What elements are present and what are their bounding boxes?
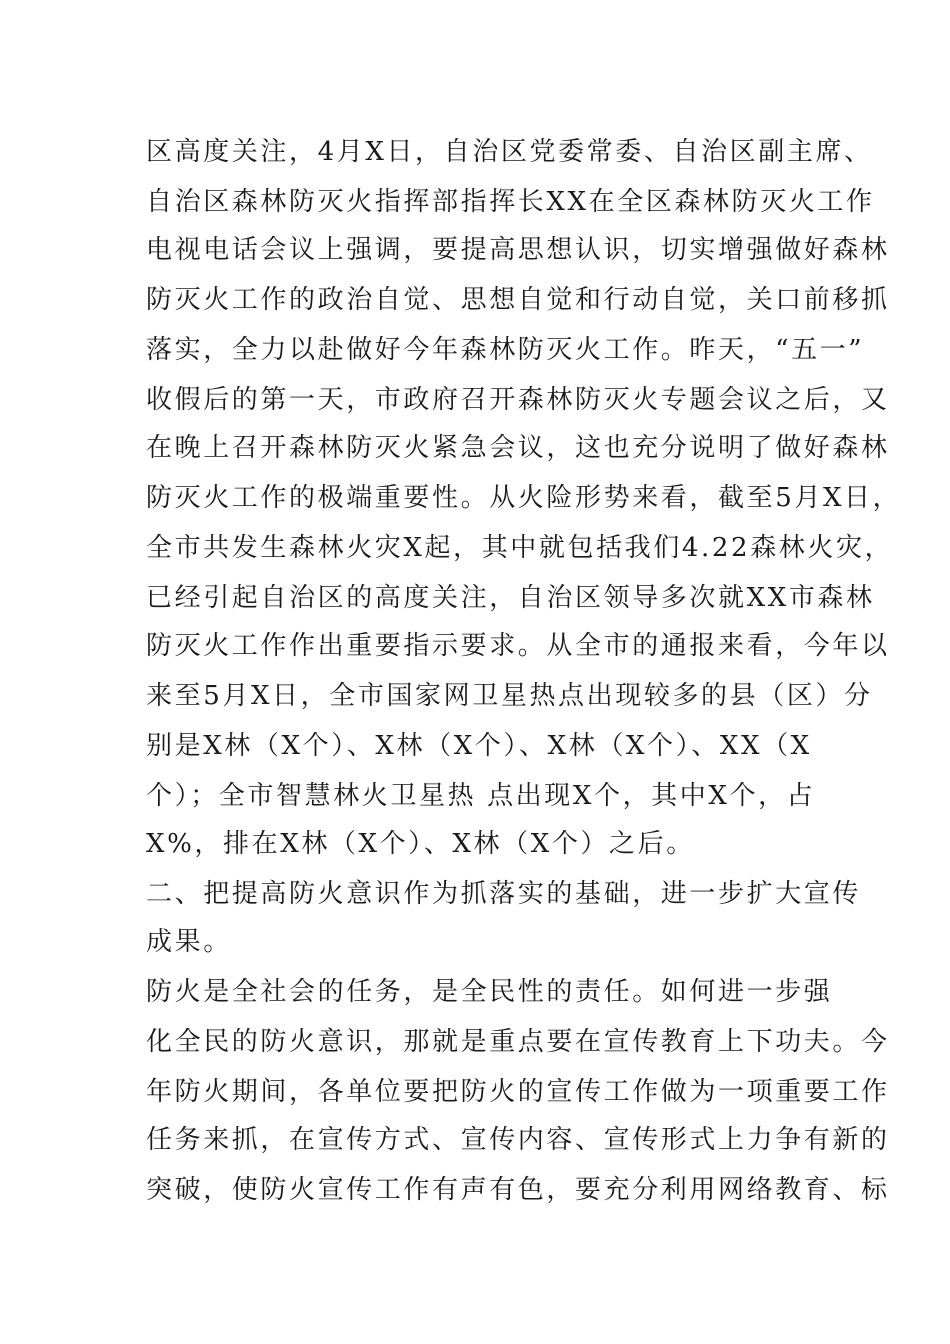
body-text-line: 来至5月X日，全市国家网卫星热点出现较多的县（区）分: [146, 681, 873, 711]
body-text-line: 防灭火工作的极端重要性。从火险形势来看，截至5月X日，: [146, 483, 902, 513]
body-text-line: 别是X林（X个）、X林（X个）、X林（X个）、XX（X: [146, 731, 812, 761]
body-text-line: 个）；全市智慧林火卫星热 点出现X个，其中X个，占: [146, 781, 816, 811]
body-text-line: 防火是全社会的任务，是全民性的责任。如何进一步强: [146, 977, 833, 1007]
body-text-line: 收假后的第一天，市政府召开森林防灭火专题会议之后，又: [146, 385, 890, 415]
body-text-line: 电视电话会议上强调，要提高思想认识，切实增强做好森林: [146, 235, 890, 265]
body-text-line: 全市共发生森林火灾X起，其中就包括我们4.22森林火灾，: [146, 533, 894, 563]
body-text-line: 年防火期间，各单位要把防火的宣传工作做为一项重要工作: [146, 1077, 890, 1107]
body-text-line: 在晚上召开森林防灭火紧急会议，这也充分说明了做好森林: [146, 433, 890, 463]
body-text-line: 落实，全力以赴做好今年森林防灭火工作。昨天，“五一”: [146, 335, 865, 365]
body-text-line: 已经引起自治区的高度关注，自治区领导多次就XX市森林: [146, 583, 875, 613]
body-text-line: 区高度关注，4月X日，自治区党委常委、自治区副主席、: [146, 137, 873, 167]
body-text-line: 自治区森林防灭火指挥部指挥长XX在全区森林防灭火工作: [146, 187, 875, 217]
body-text-line: 化全民的防火意识，那就是重点要在宣传教育上下功夫。今: [146, 1027, 890, 1057]
body-text-line: 防灭火工作作出重要指示要求。从全市的通报来看，今年以: [146, 631, 890, 661]
section-heading-line: 成果。: [146, 927, 232, 957]
body-text-line: 防灭火工作的政治自觉、思想自觉和行动自觉，关口前移抓: [146, 285, 890, 315]
section-heading-line: 二、把提高防火意识作为抓落实的基础，进一步扩大宣传: [146, 879, 862, 909]
body-text-line: 突破，使防火宣传工作有声有色，要充分利用网络教育、标: [146, 1175, 890, 1205]
body-text-line: 任务来抓，在宣传方式、宣传内容、宣传形式上力争有新的: [146, 1125, 890, 1155]
body-text-line: X%，排在X林（X个）、X林（X个）之后。: [146, 829, 695, 859]
